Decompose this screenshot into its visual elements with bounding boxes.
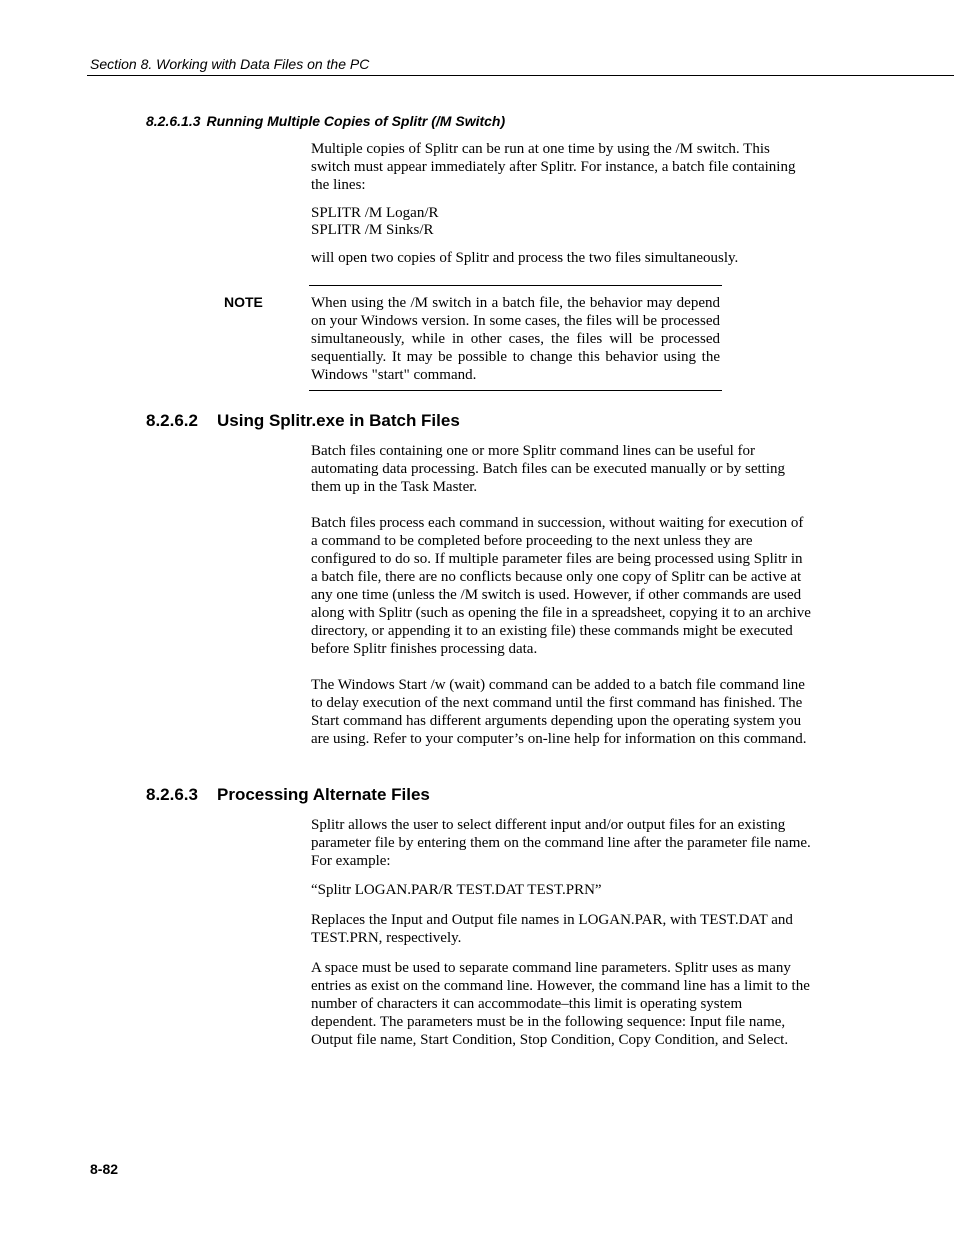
heading-number: 8.2.6.1.3 <box>146 113 201 129</box>
paragraph: will open two copies of Splitr and process the two files simultaneously. <box>311 250 739 266</box>
note-text: When using the /M switch in a batch file, the behavior may depend on your Windows version. In some cases, the files will be processed simultaneously, while in other cases, the files will be processed sequentially. It may be possible to change this behavior using the Windows "start" command. <box>311 295 720 383</box>
page-number: 8-82 <box>90 1161 119 1177</box>
heading-title: Processing Alternate Files <box>217 785 430 804</box>
running-header: Section 8. Working with Data Files on the PC <box>90 56 370 72</box>
section-8-2-6-1-3-body <box>311 140 811 267</box>
code-line: SPLITR /M Logan/R <box>311 205 439 221</box>
heading-number: 8.2.6.2 <box>146 411 198 430</box>
section-8-2-6-3-body <box>311 816 811 1049</box>
heading-number: 8.2.6.3 <box>146 785 198 804</box>
code-line: SPLITR /M Sinks/R <box>311 222 434 238</box>
paragraph: Splitr allows the user to select different input and/or output files for an existing parameter file by entering them on the command line after the parameter file name. For example: <box>311 817 811 869</box>
heading-8-2-6-2 <box>146 411 460 431</box>
section-8-2-6-2-body <box>311 442 811 748</box>
paragraph: Batch files containing one or more Splitr command lines can be useful for automating data processing. Batch files can be executed manually or by setting them up in the Task Master. <box>311 443 786 495</box>
example-command: “Splitr LOGAN.PAR/R TEST.DAT TEST.PRN” <box>311 882 602 898</box>
heading-title: Using Splitr.exe in Batch Files <box>217 411 460 430</box>
paragraph: The Windows Start /w (wait) command can be added to a batch file command line to delay execution of the next command until the first command has finished. The Start command has different arguments depending upon the operating system you are using. Refer to your computer’s on-line help for information on this command. <box>311 677 807 747</box>
heading-8-2-6-3 <box>146 785 430 805</box>
note-label: NOTE <box>224 294 263 310</box>
paragraph: Multiple copies of Splitr can be run at one time by using the /M switch. This switch must appear immediately after Splitr. For instance, a batch file containing the lines: <box>311 141 796 193</box>
paragraph: Batch files process each command in succession, without waiting for execution of a command to be completed before proceeding to the next unless they are configured to do so. If multiple parameter files are being processed using Splitr in a batch file, there are no conflicts because only one copy of Splitr can be active at any one time (unless the /M switch is used. However, if other commands are used along with Splitr (such as opening the file in a spreadsheet, copying it to an archive directory, or appending it to an existing file) these commands might be executed before Splitr finishes processing data. <box>311 515 811 657</box>
note-top-rule <box>309 285 722 286</box>
heading-title: Running Multiple Copies of Splitr (/M Switch) <box>206 113 506 129</box>
note-bottom-rule <box>309 390 722 391</box>
header-rule <box>87 75 954 76</box>
paragraph: A space must be used to separate command line parameters. Splitr uses as many entries as exist on the command line. However, the command line has a limit to the number of characters it can accommodate–this limit is operating system dependent. The parameters must be in the following sequence: Input file name, Output file name, Start Condition, Stop Condition, Copy Condition, and Select. <box>311 960 810 1048</box>
paragraph: Replaces the Input and Output file names in LOGAN.PAR, with TEST.DAT and TEST.PRN, respectively. <box>311 912 793 946</box>
heading-8-2-6-1-3 <box>146 113 505 129</box>
